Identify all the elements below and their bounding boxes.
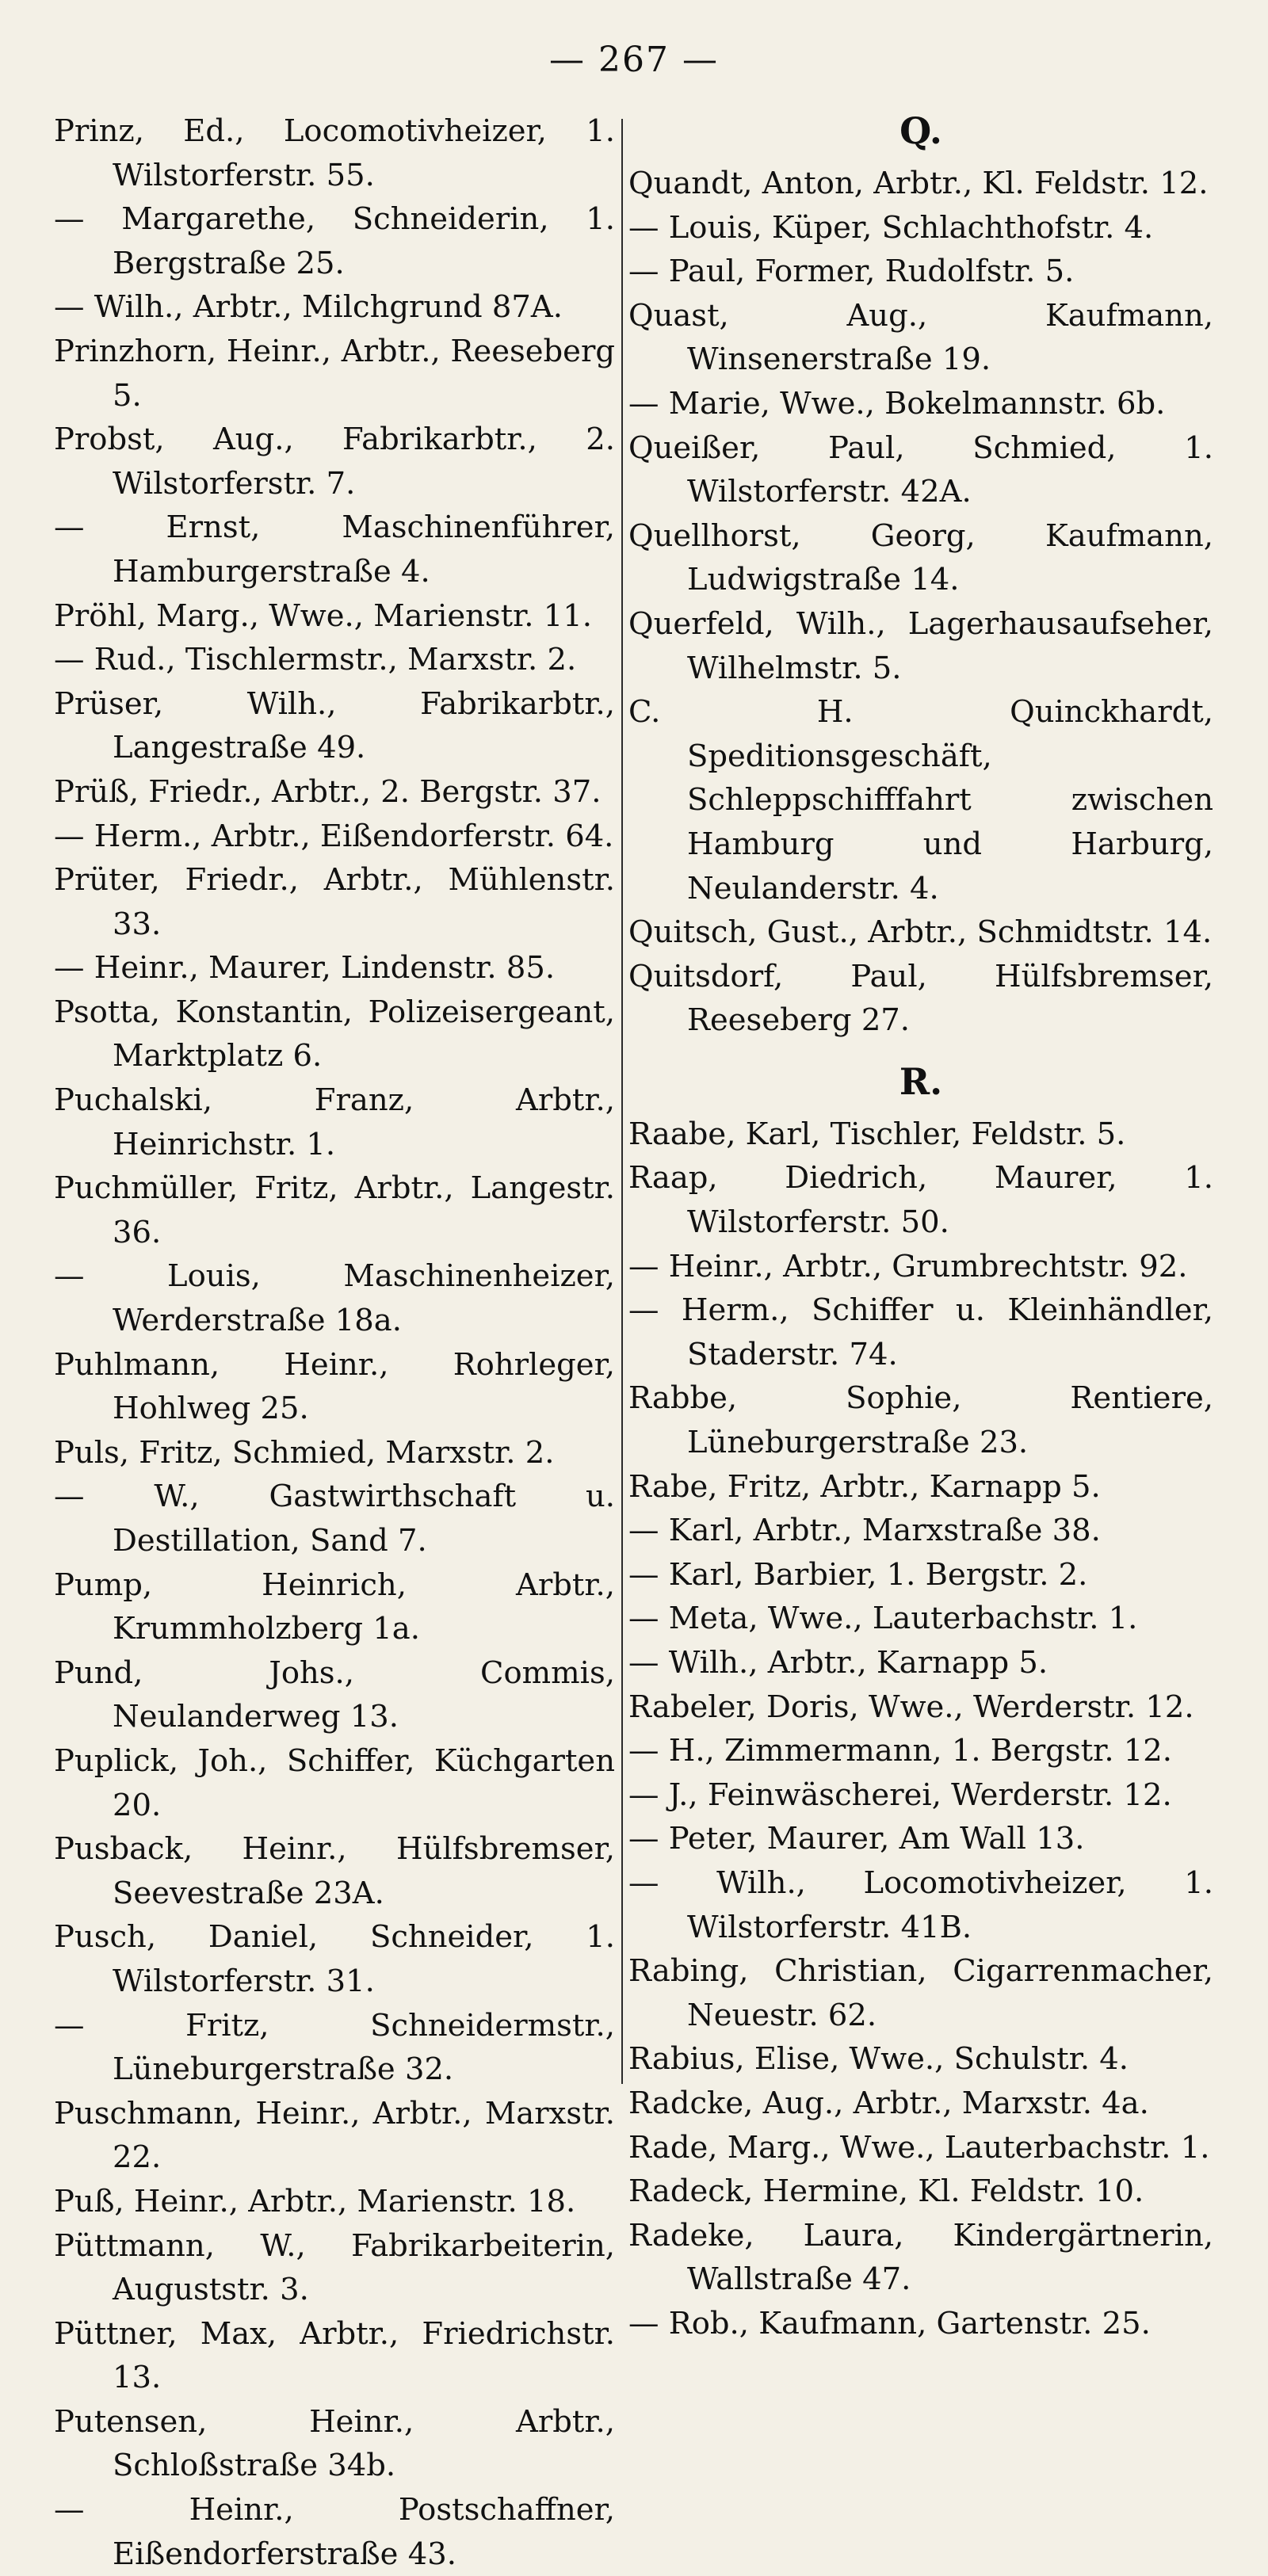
directory-entry: — H., Zimmermann, 1. Bergstr. 12. <box>628 1733 1173 1769</box>
directory-entry: Puchalski, Franz, Arbtr., Heinrichstr. 1. <box>54 1082 615 1162</box>
directory-entry: Pund, Johs., Commis, Neulanderweg 13. <box>54 1654 615 1735</box>
directory-entry: — J., Feinwäscherei, Werderstr. 12. <box>628 1776 1172 1813</box>
directory-entry: Prinzhorn, Heinr., Arbtr., Reeseberg 5. <box>54 333 615 414</box>
section-q-entries <box>628 162 1213 1043</box>
section-heading-r: R. <box>899 1059 943 1103</box>
section-r-entries <box>628 1112 1213 2346</box>
directory-entry: — Margarethe, Schneiderin, 1. Bergstraße 25. <box>54 201 615 281</box>
directory-entry: — Herm., Arbtr., Eißendorferstr. 64. <box>54 818 614 854</box>
directory-entry: — Louis, Maschinenheizer, Werderstraße 18a. <box>54 1258 615 1339</box>
directory-entry: — W., Gastwirthschaft u. Destillation, Sand 7. <box>54 1479 615 1559</box>
directory-entry: — Rob., Kaufmann, Gartenstr. 25. <box>628 2305 1151 2341</box>
directory-entry: — Heinr., Postschaffner, Eißendorferstraße 43. <box>54 2492 615 2572</box>
directory-entry: Quitsdorf, Paul, Hülfsbremser, Reeseberg 27. <box>628 958 1213 1039</box>
directory-entry: Radeke, Laura, Kindergärtnerin, Wallstraße 47. <box>628 2217 1213 2298</box>
directory-entry: — Rud., Tischlermstr., Marxstr. 2. <box>54 642 577 678</box>
directory-entry: C. H. Quinckhardt, Speditionsgeschäft, Schleppschifffahrt zwischen Hamburg und Harburg, Neulanderstr. 4. <box>628 694 1213 906</box>
directory-entry: — Wilh., Arbtr., Karnapp 5. <box>628 1645 1048 1681</box>
directory-entry: Pusback, Heinr., Hülfsbremser, Seevestraße 23A. <box>54 1831 615 1911</box>
directory-entry: Rabe, Fritz, Arbtr., Karnapp 5. <box>628 1468 1101 1505</box>
directory-entry: — Herm., Schiffer u. Kleinhändler, Staderstr. 74. <box>628 1292 1213 1372</box>
directory-entry: — Ernst, Maschinenführer, Hamburgerstraße 4. <box>54 509 615 590</box>
directory-entry: — Fritz, Schneidermstr., Lüneburgerstraße 32. <box>54 2007 615 2088</box>
directory-entry: Prüser, Wilh., Fabrikarbtr., Langestraße 49. <box>54 685 615 766</box>
directory-entry: Querfeld, Wilh., Lagerhausaufseher, Wilhelmstr. 5. <box>628 605 1213 686</box>
left-column <box>54 109 615 2576</box>
directory-entry: Quellhorst, Georg, Kaufmann, Ludwigstraße 14. <box>628 517 1213 598</box>
directory-entry: Rabing, Christian, Cigarrenmacher, Neuestr. 62. <box>628 1953 1213 2033</box>
directory-entry: Raap, Diedrich, Maurer, 1. Wilstorferstr. 50. <box>628 1160 1213 1241</box>
directory-entry: Rabbe, Sophie, Rentiere, Lüneburgerstraße 23. <box>628 1380 1213 1461</box>
directory-entry: Rabeler, Doris, Wwe., Werderstr. 12. <box>628 1689 1194 1725</box>
directory-entry: Putensen, Heinr., Arbtr., Schloßstraße 34b. <box>54 2403 615 2484</box>
directory-entry: Puß, Heinr., Arbtr., Marienstr. 18. <box>54 2183 576 2219</box>
directory-entry: Puhlmann, Heinr., Rohrleger, Hohlweg 25. <box>54 1346 615 1427</box>
directory-entry: Probst, Aug., Fabrikarbtr., 2. Wilstorferstr. 7. <box>54 422 615 502</box>
directory-entry: Puchmüller, Fritz, Arbtr., Langestr. 36. <box>54 1170 615 1250</box>
directory-entry: Prüter, Friedr., Arbtr., Mühlenstr. 33. <box>54 862 615 942</box>
directory-entry: Puls, Fritz, Schmied, Marxstr. 2. <box>54 1434 555 1471</box>
directory-entry: Pröhl, Marg., Wwe., Marienstr. 11. <box>54 597 593 634</box>
directory-entry: — Peter, Maurer, Am Wall 13. <box>628 1821 1085 1857</box>
directory-entry: Radcke, Aug., Arbtr., Marxstr. 4a. <box>628 2085 1149 2121</box>
directory-entry: — Heinr., Arbtr., Grumbrechtstr. 92. <box>628 1248 1188 1284</box>
directory-entry: — Karl, Arbtr., Marxstraße 38. <box>628 1513 1101 1549</box>
directory-entry: Rade, Marg., Wwe., Lauterbachstr. 1. <box>628 2129 1210 2166</box>
directory-entry: Quandt, Anton, Arbtr., Kl. Feldstr. 12. <box>628 166 1209 201</box>
directory-entry: Prinz, Ed., Locomotivheizer, 1. Wilstorferstr. 55. <box>54 113 615 193</box>
directory-entry: — Karl, Barbier, 1. Bergstr. 2. <box>628 1556 1088 1593</box>
directory-entry: Raabe, Karl, Tischler, Feldstr. 5. <box>628 1116 1126 1152</box>
directory-entry: — Heinr., Maurer, Lindenstr. 85. <box>54 950 556 987</box>
directory-entry: — Paul, Former, Rudolfstr. 5. <box>628 254 1075 290</box>
directory-entry: Radeck, Hermine, Kl. Feldstr. 10. <box>628 2173 1144 2210</box>
directory-entry: Quitsch, Gust., Arbtr., Schmidtstr. 14. <box>628 914 1213 951</box>
directory-entry: — Wilh., Arbtr., Milchgrund 87A. <box>54 289 563 326</box>
directory-entry: Pusch, Daniel, Schneider, 1. Wilstorferstr. 31. <box>54 1919 615 1999</box>
directory-entry: Püttmann, W., Fabrikarbeiterin, Auguststr. 3. <box>54 2227 615 2308</box>
directory-entry: Rabius, Elise, Wwe., Schulstr. 4. <box>628 2041 1129 2078</box>
directory-entry: Queißer, Paul, Schmied, 1. Wilstorferstr. 42A. <box>628 429 1213 510</box>
right-column <box>628 109 1213 2346</box>
directory-entry: Puplick, Joh., Schiffer, Küchgarten 20. <box>54 1742 615 1823</box>
section-heading-q: Q. <box>899 109 942 152</box>
directory-entry: Quast, Aug., Kaufmann, Winsenerstraße 19. <box>628 297 1213 378</box>
directory-entry: Psotta, Konstantin, Polizeisergeant, Marktplatz 6. <box>54 994 615 1074</box>
directory-entry: — Meta, Wwe., Lauterbachstr. 1. <box>628 1601 1138 1637</box>
column-divider <box>621 119 623 2084</box>
directory-entry: Pump, Heinrich, Arbtr., Krummholzberg 1a. <box>54 1567 615 1647</box>
directory-entry: Püttner, Max, Arbtr., Friedrichstr. 13. <box>54 2315 615 2396</box>
directory-entry: — Louis, Küper, Schlachthofstr. 4. <box>628 209 1154 246</box>
directory-entry: Prüß, Friedr., Arbtr., 2. Bergstr. 37. <box>54 773 602 810</box>
directory-entry: Puschmann, Heinr., Arbtr., Marxstr. 22. <box>54 2095 615 2176</box>
page-number: — 267 — <box>549 40 719 80</box>
directory-entry: — Marie, Wwe., Bokelmannstr. 6b. <box>628 385 1166 422</box>
directory-entry: — Wilh., Locomotivheizer, 1. Wilstorferstr. 41B. <box>628 1864 1213 1945</box>
